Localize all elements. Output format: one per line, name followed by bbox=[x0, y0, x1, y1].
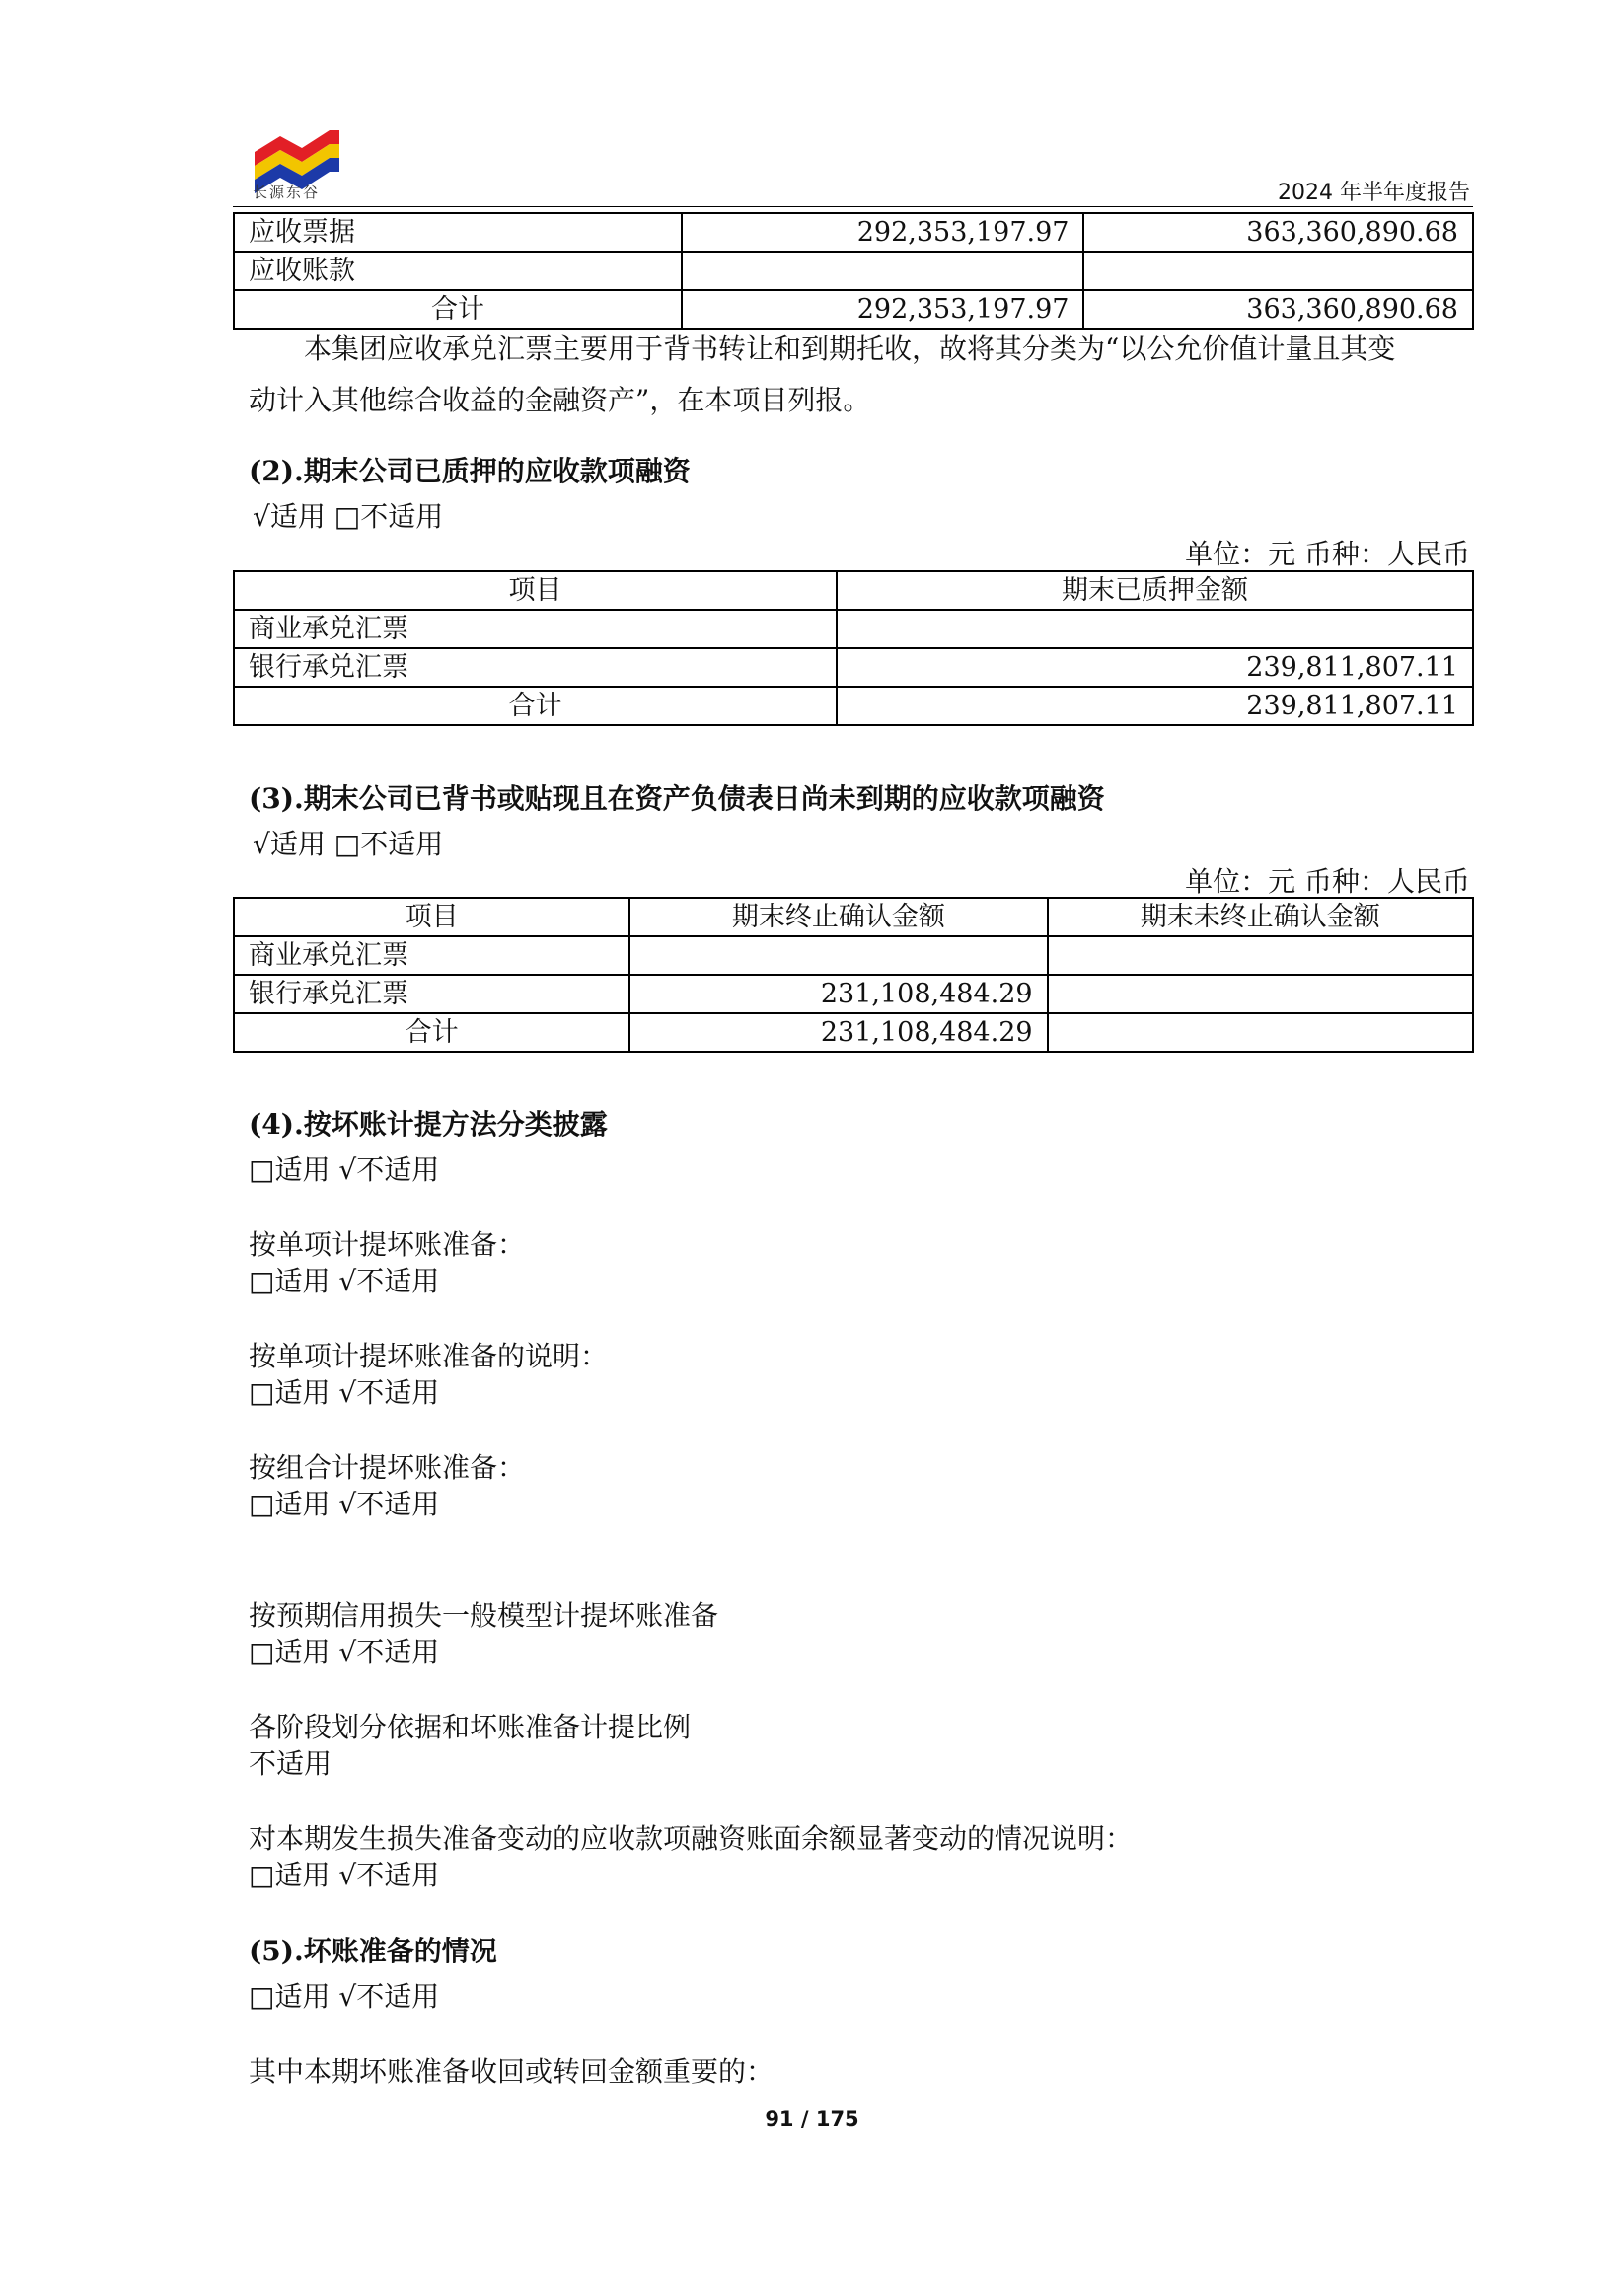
row-label: 合计 bbox=[234, 687, 837, 725]
item-label: 对本期发生损失准备变动的应收款项融资账面余额显著变动的情况说明： bbox=[249, 1822, 1134, 1855]
amount-cell: 292,353,197.97 bbox=[682, 290, 1083, 329]
amount-cell bbox=[629, 936, 1047, 975]
row-label: 银行承兑汇票 bbox=[234, 975, 629, 1013]
amount-cell bbox=[1048, 1013, 1473, 1052]
table-row bbox=[234, 687, 1473, 725]
table-row bbox=[234, 610, 1473, 648]
row-label: 商业承兑汇票 bbox=[234, 610, 837, 648]
amount-cell bbox=[1048, 936, 1473, 975]
row-label: 银行承兑汇票 bbox=[234, 648, 837, 687]
unit-label: 单位：元 币种：人民币 bbox=[1185, 865, 1470, 898]
item-label: 按单项计提坏账准备的说明： bbox=[249, 1340, 609, 1372]
applicability: □适用 √不适用 bbox=[249, 1859, 440, 1891]
amount-cell bbox=[682, 252, 1083, 290]
amount-cell: 363,360,890.68 bbox=[1083, 290, 1473, 329]
pledged-table bbox=[233, 570, 1474, 726]
applicability: √适用 □不适用 bbox=[253, 828, 444, 860]
applicability: √适用 □不适用 bbox=[253, 500, 444, 533]
section-heading: (3).期末公司已背书或贴现且在资产负债表日尚未到期的应收款项融资 bbox=[249, 782, 1105, 815]
endorsed-table bbox=[233, 897, 1474, 1053]
row-label: 商业承兑汇票 bbox=[234, 936, 629, 975]
column-header: 期末终止确认金额 bbox=[629, 898, 1047, 936]
item-label: 按单项计提坏账准备： bbox=[249, 1228, 526, 1261]
row-label: 合计 bbox=[234, 290, 682, 329]
applicability: □适用 √不适用 bbox=[249, 1265, 440, 1297]
table-row bbox=[234, 252, 1473, 290]
logo-text: 长源东谷 bbox=[253, 184, 321, 201]
table-row bbox=[234, 213, 1473, 252]
paragraph-line: 本集团应收承兑汇票主要用于背书转让和到期托收，故将其分类为“以公允价值计量且其变 bbox=[304, 332, 1396, 365]
amount-cell bbox=[837, 610, 1473, 648]
applicability: □适用 √不适用 bbox=[249, 1153, 440, 1186]
amount-cell bbox=[1048, 975, 1473, 1013]
unit-label: 单位：元 币种：人民币 bbox=[1185, 538, 1470, 570]
page-number: 91 / 175 bbox=[765, 2107, 859, 2131]
amount-cell: 363,360,890.68 bbox=[1083, 213, 1473, 252]
row-label: 应收票据 bbox=[234, 213, 682, 252]
applicability: □适用 √不适用 bbox=[249, 1636, 440, 1668]
section-heading: (4).按坏账计提方法分类披露 bbox=[249, 1108, 608, 1141]
table-row bbox=[234, 648, 1473, 687]
applicability: □适用 √不适用 bbox=[249, 1980, 440, 2013]
table-row bbox=[234, 975, 1473, 1013]
amount-cell bbox=[1083, 252, 1473, 290]
section-heading: (5).坏账准备的情况 bbox=[249, 1935, 497, 1967]
note-paragraph bbox=[249, 324, 1482, 426]
column-header: 项目 bbox=[234, 898, 629, 936]
applicability: □适用 √不适用 bbox=[249, 1488, 440, 1520]
column-header: 项目 bbox=[234, 571, 837, 610]
row-label: 合计 bbox=[234, 1013, 629, 1052]
column-header: 期末已质押金额 bbox=[837, 571, 1473, 610]
table-header-row bbox=[234, 898, 1473, 936]
item-label: 各阶段划分依据和坏账准备计提比例 bbox=[249, 1711, 692, 1743]
amount-cell: 231,108,484.29 bbox=[629, 975, 1047, 1013]
section-heading: (2).期末公司已质押的应收款项融资 bbox=[249, 455, 691, 487]
amount-cell: 231,108,484.29 bbox=[629, 1013, 1047, 1052]
amount-cell: 239,811,807.11 bbox=[837, 687, 1473, 725]
header-divider bbox=[233, 206, 1473, 207]
receivables-table bbox=[233, 212, 1474, 330]
item-label: 其中本期坏账准备收回或转回金额重要的： bbox=[249, 2055, 775, 2088]
applicability: □适用 √不适用 bbox=[249, 1376, 440, 1409]
paragraph-line: 动计入其他综合收益的金融资产”，在本项目列报。 bbox=[249, 384, 871, 416]
item-label: 按预期信用损失一般模型计提坏账准备 bbox=[249, 1599, 719, 1632]
item-value: 不适用 bbox=[249, 1747, 332, 1780]
table-row bbox=[234, 936, 1473, 975]
row-label: 应收账款 bbox=[234, 252, 682, 290]
table-header-row bbox=[234, 571, 1473, 610]
report-title: 2024 年半年度报告 bbox=[1278, 181, 1470, 205]
amount-cell: 239,811,807.11 bbox=[837, 648, 1473, 687]
item-label: 按组合计提坏账准备： bbox=[249, 1451, 526, 1484]
amount-cell: 292,353,197.97 bbox=[682, 213, 1083, 252]
column-header: 期末未终止确认金额 bbox=[1048, 898, 1473, 936]
table-row bbox=[234, 1013, 1473, 1052]
